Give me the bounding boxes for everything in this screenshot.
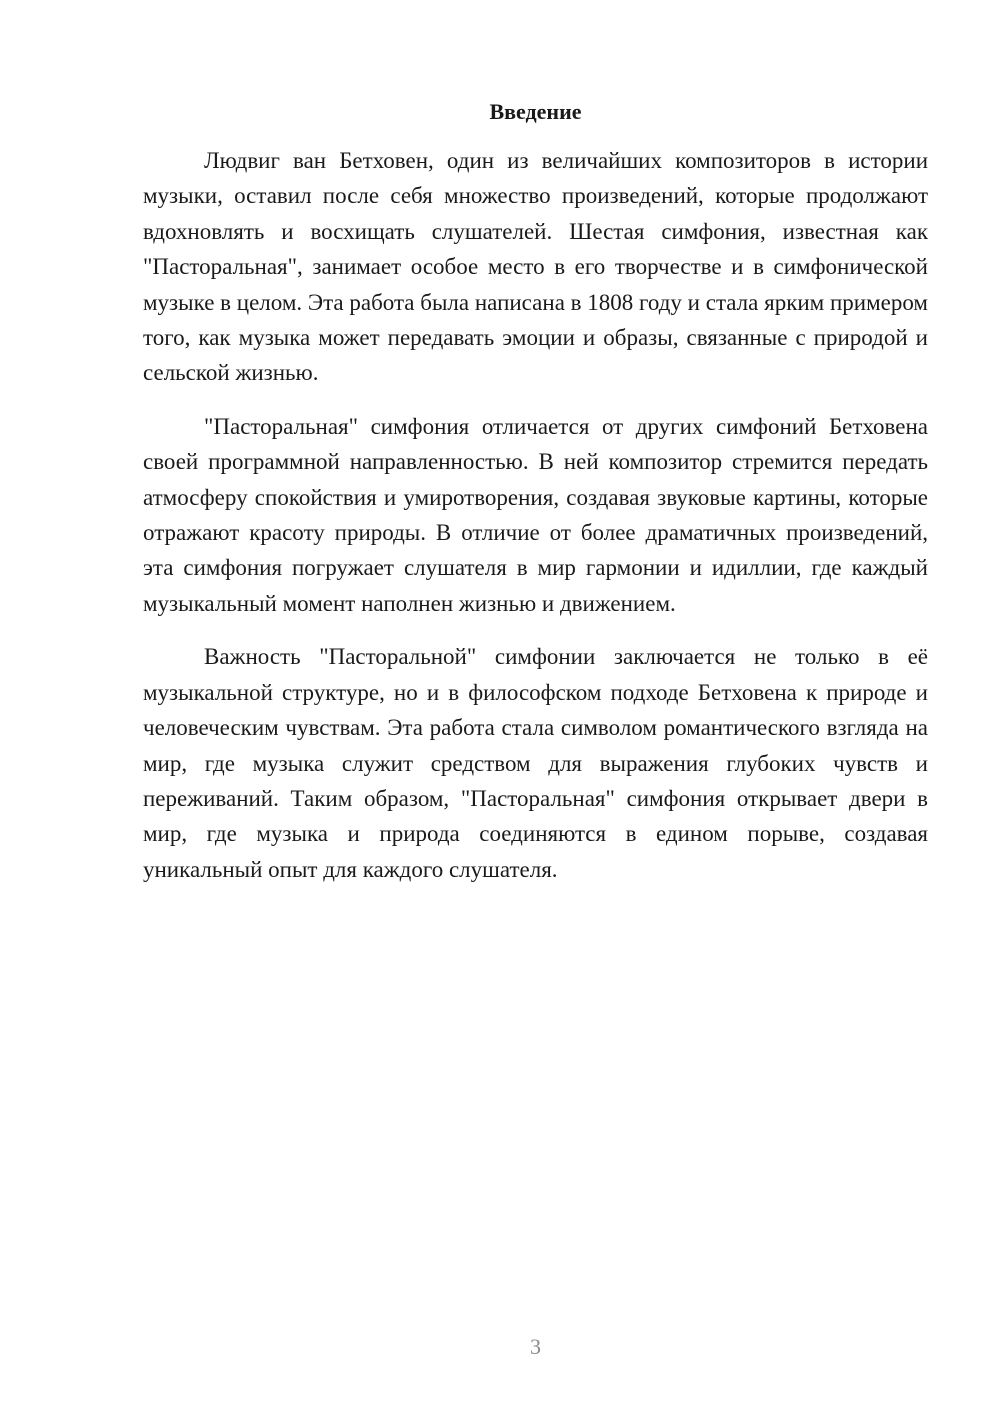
- page-number: 3: [530, 1334, 541, 1359]
- paragraph-3: Важность "Пасторальной" симфонии заключается не только в её музыкальной структуре, но и в философском подходе Бетховена к природе и человеческим чувствам. Эта работа стала символом романтического взгляда на мир, где музыка служит средством для выражения глубоких чувств и переживаний. Таким образом, "Пасторальная" симфония открывает двери в мир, где музыка и природа соединяются в едином порыве, создавая уникальный опыт для каждого слушателя.: [143, 644, 928, 882]
- paragraph-2: "Пасторальная" симфония отличается от других симфоний Бетховена своей программной направленностью. В ней композитор стремится передать атмосферу спокойствия и умиротворения, создавая звуковые картины, которые отражают красоту природы. В отличие от более драматичных произведений, эта симфония погружает слушателя в мир гармонии и идиллии, где каждый музыкальный момент наполнен жизнью и движением.: [143, 413, 928, 616]
- paragraph-1: Людвиг ван Бетховен, один из величайших композиторов в истории музыки, оставил после себя множество произведений, которые продолжают вдохновлять и восхищать слушателей. Шестая симфония, известная как "Пасторальная", занимает особое место в его творчестве и в симфонической музыке в целом. Эта работа была написана в 1808 году и стала ярким примером того, как музыка может передавать эмоции и образы, связанные с природой и сельской жизнью.: [143, 148, 928, 386]
- section-heading: Введение: [489, 99, 582, 124]
- body-text: [143, 143, 928, 905]
